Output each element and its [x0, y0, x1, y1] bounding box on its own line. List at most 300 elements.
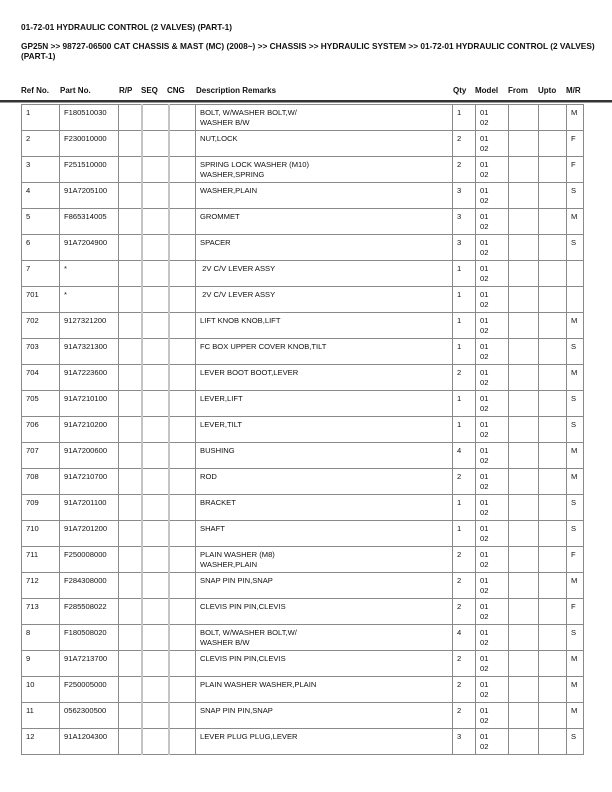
table-row	[22, 547, 584, 573]
cell-desc: BOLT, W/WASHER BOLT,W/ WASHER B/W	[196, 625, 453, 651]
cell-part: F285508022	[60, 599, 119, 625]
cell-seq	[142, 729, 169, 755]
cell-upto	[539, 521, 567, 547]
cell-upto	[539, 391, 567, 417]
cell-qty: 1	[453, 261, 476, 287]
cell-seq	[142, 547, 169, 573]
cell-mr: S	[567, 625, 584, 651]
cell-qty: 1	[453, 495, 476, 521]
cell-from	[509, 495, 539, 521]
cell-desc: BUSHING	[196, 443, 453, 469]
cell-upto	[539, 547, 567, 573]
cell-qty: 2	[453, 703, 476, 729]
cell-rp	[119, 495, 142, 521]
cell-from	[509, 261, 539, 287]
cell-rp	[119, 547, 142, 573]
cell-mr: S	[567, 417, 584, 443]
table-row	[22, 287, 584, 313]
cell-model: 01 02	[476, 417, 509, 443]
cell-ref: 701	[22, 287, 60, 313]
cell-model: 01 02	[476, 365, 509, 391]
cell-desc: SNAP PIN PIN,SNAP	[196, 703, 453, 729]
cell-upto	[539, 469, 567, 495]
cell-from	[509, 729, 539, 755]
cell-upto	[539, 443, 567, 469]
table-row	[22, 469, 584, 495]
cell-cng	[169, 443, 196, 469]
cell-upto	[539, 287, 567, 313]
cell-upto	[539, 105, 567, 131]
cell-seq	[142, 417, 169, 443]
cell-upto	[539, 417, 567, 443]
cell-ref: 712	[22, 573, 60, 599]
cell-ref: 708	[22, 469, 60, 495]
cell-cng	[169, 417, 196, 443]
cell-cng	[169, 651, 196, 677]
table-row	[22, 365, 584, 391]
cell-model: 01 02	[476, 599, 509, 625]
cell-model: 01 02	[476, 261, 509, 287]
cell-qty: 2	[453, 365, 476, 391]
cell-seq	[142, 183, 169, 209]
header-divider	[0, 100, 612, 103]
cell-part: 91A7210700	[60, 469, 119, 495]
cell-seq	[142, 443, 169, 469]
cell-mr	[567, 287, 584, 313]
table-header	[0, 86, 612, 98]
cell-mr: M	[567, 651, 584, 677]
cell-from	[509, 417, 539, 443]
cell-from	[509, 703, 539, 729]
col-header-seq: SEQ	[141, 86, 158, 95]
parts-table	[21, 104, 584, 755]
cell-part: F230010000	[60, 131, 119, 157]
cell-cng	[169, 365, 196, 391]
cell-desc: NUT,LOCK	[196, 131, 453, 157]
table-row	[22, 105, 584, 131]
cell-rp	[119, 729, 142, 755]
cell-mr: S	[567, 235, 584, 261]
col-header-cng: CNG	[167, 86, 185, 95]
cell-qty: 1	[453, 287, 476, 313]
cell-part: F251510000	[60, 157, 119, 183]
cell-upto	[539, 183, 567, 209]
cell-cng	[169, 495, 196, 521]
cell-from	[509, 209, 539, 235]
cell-ref: 706	[22, 417, 60, 443]
cell-rp	[119, 391, 142, 417]
cell-rp	[119, 417, 142, 443]
cell-mr: S	[567, 339, 584, 365]
table-row	[22, 209, 584, 235]
cell-seq	[142, 573, 169, 599]
cell-ref: 710	[22, 521, 60, 547]
cell-qty: 3	[453, 209, 476, 235]
cell-from	[509, 651, 539, 677]
cell-upto	[539, 157, 567, 183]
cell-ref: 7	[22, 261, 60, 287]
cell-mr: F	[567, 599, 584, 625]
cell-cng	[169, 573, 196, 599]
cell-desc: PLAIN WASHER WASHER,PLAIN	[196, 677, 453, 703]
table-row	[22, 677, 584, 703]
cell-model: 01 02	[476, 235, 509, 261]
cell-from	[509, 625, 539, 651]
cell-seq	[142, 469, 169, 495]
cell-from	[509, 157, 539, 183]
cell-mr: S	[567, 495, 584, 521]
cell-model: 01 02	[476, 105, 509, 131]
table-row	[22, 235, 584, 261]
cell-ref: 1	[22, 105, 60, 131]
cell-desc: LEVER PLUG PLUG,LEVER	[196, 729, 453, 755]
cell-ref: 4	[22, 183, 60, 209]
cell-upto	[539, 209, 567, 235]
cell-ref: 702	[22, 313, 60, 339]
table-row	[22, 651, 584, 677]
breadcrumb: GP25N >> 98727-06500 CAT CHASSIS & MAST (MC) (2008~) >> CHASSIS >> HYDRAULIC SYSTEM >> 01-72-01 HYDRAULIC CONTROL (2 VALVES) (PART-1)	[21, 41, 595, 61]
cell-desc: 2V C/V LEVER ASSY	[196, 261, 453, 287]
cell-part: 91A7223600	[60, 365, 119, 391]
cell-rp	[119, 209, 142, 235]
cell-qty: 1	[453, 339, 476, 365]
cell-model: 01 02	[476, 495, 509, 521]
cell-seq	[142, 703, 169, 729]
cell-mr: F	[567, 157, 584, 183]
cell-qty: 2	[453, 599, 476, 625]
cell-rp	[119, 313, 142, 339]
col-header-desc: Description Remarks	[196, 86, 277, 95]
cell-from	[509, 677, 539, 703]
cell-part: 91A7321300	[60, 339, 119, 365]
cell-from	[509, 573, 539, 599]
cell-cng	[169, 105, 196, 131]
cell-part: 9127321200	[60, 313, 119, 339]
cell-mr: S	[567, 729, 584, 755]
table-row	[22, 417, 584, 443]
cell-desc: 2V C/V LEVER ASSY	[196, 287, 453, 313]
cell-mr: F	[567, 547, 584, 573]
cell-rp	[119, 365, 142, 391]
cell-desc: SPACER	[196, 235, 453, 261]
cell-from	[509, 105, 539, 131]
cell-mr: M	[567, 703, 584, 729]
cell-ref: 704	[22, 365, 60, 391]
cell-desc: BRACKET	[196, 495, 453, 521]
cell-rp	[119, 599, 142, 625]
cell-part: F250008000	[60, 547, 119, 573]
cell-mr: M	[567, 105, 584, 131]
cell-upto	[539, 339, 567, 365]
cell-model: 01 02	[476, 313, 509, 339]
cell-rp	[119, 261, 142, 287]
cell-model: 01 02	[476, 547, 509, 573]
cell-seq	[142, 651, 169, 677]
cell-from	[509, 287, 539, 313]
cell-ref: 707	[22, 443, 60, 469]
cell-qty: 1	[453, 105, 476, 131]
cell-ref: 3	[22, 157, 60, 183]
cell-cng	[169, 287, 196, 313]
cell-desc: LEVER,TILT	[196, 417, 453, 443]
cell-cng	[169, 339, 196, 365]
cell-qty: 1	[453, 313, 476, 339]
cell-ref: 703	[22, 339, 60, 365]
cell-part: 91A7210200	[60, 417, 119, 443]
table-row	[22, 443, 584, 469]
cell-ref: 713	[22, 599, 60, 625]
cell-mr: M	[567, 469, 584, 495]
cell-part: F180510030	[60, 105, 119, 131]
cell-qty: 3	[453, 183, 476, 209]
cell-from	[509, 521, 539, 547]
cell-part: *	[60, 261, 119, 287]
cell-upto	[539, 235, 567, 261]
cell-desc: ROD	[196, 469, 453, 495]
cell-cng	[169, 261, 196, 287]
cell-model: 01 02	[476, 131, 509, 157]
cell-rp	[119, 157, 142, 183]
table-row	[22, 391, 584, 417]
cell-from	[509, 235, 539, 261]
col-header-rp: R/P	[119, 86, 133, 95]
cell-rp	[119, 625, 142, 651]
cell-upto	[539, 729, 567, 755]
cell-rp	[119, 703, 142, 729]
cell-seq	[142, 625, 169, 651]
cell-desc: SPRING LOCK WASHER (M10) WASHER,SPRING	[196, 157, 453, 183]
col-header-part: Part No.	[60, 86, 91, 95]
cell-rp	[119, 651, 142, 677]
cell-rp	[119, 131, 142, 157]
cell-desc: SHAFT	[196, 521, 453, 547]
cell-desc: SNAP PIN PIN,SNAP	[196, 573, 453, 599]
cell-part: F180508020	[60, 625, 119, 651]
cell-seq	[142, 313, 169, 339]
cell-ref: 9	[22, 651, 60, 677]
col-header-qty: Qty	[453, 86, 467, 95]
table-row	[22, 339, 584, 365]
cell-desc: LEVER,LIFT	[196, 391, 453, 417]
cell-qty: 1	[453, 391, 476, 417]
cell-part: F865314005	[60, 209, 119, 235]
cell-model: 01 02	[476, 183, 509, 209]
cell-cng	[169, 521, 196, 547]
cell-qty: 4	[453, 625, 476, 651]
table-row	[22, 131, 584, 157]
cell-upto	[539, 677, 567, 703]
col-header-upto: Upto	[538, 86, 557, 95]
cell-model: 01 02	[476, 157, 509, 183]
cell-part: 91A7210100	[60, 391, 119, 417]
cell-seq	[142, 677, 169, 703]
cell-rp	[119, 235, 142, 261]
cell-seq	[142, 157, 169, 183]
table-row	[22, 157, 584, 183]
cell-from	[509, 339, 539, 365]
cell-upto	[539, 651, 567, 677]
table-row	[22, 599, 584, 625]
cell-part: 91A7200600	[60, 443, 119, 469]
table-row	[22, 703, 584, 729]
cell-cng	[169, 391, 196, 417]
cell-from	[509, 183, 539, 209]
cell-part: F250005000	[60, 677, 119, 703]
cell-cng	[169, 599, 196, 625]
cell-from	[509, 365, 539, 391]
col-header-ref: Ref No.	[21, 86, 49, 95]
cell-upto	[539, 313, 567, 339]
cell-model: 01 02	[476, 521, 509, 547]
cell-from	[509, 547, 539, 573]
cell-mr: S	[567, 183, 584, 209]
cell-seq	[142, 391, 169, 417]
cell-model: 01 02	[476, 677, 509, 703]
table-row	[22, 729, 584, 755]
cell-qty: 2	[453, 677, 476, 703]
cell-qty: 2	[453, 469, 476, 495]
cell-mr: M	[567, 365, 584, 391]
cell-model: 01 02	[476, 469, 509, 495]
cell-model: 01 02	[476, 339, 509, 365]
table-row	[22, 625, 584, 651]
cell-mr: M	[567, 573, 584, 599]
cell-seq	[142, 287, 169, 313]
cell-seq	[142, 105, 169, 131]
cell-ref: 12	[22, 729, 60, 755]
cell-qty: 3	[453, 235, 476, 261]
cell-ref: 2	[22, 131, 60, 157]
cell-ref: 6	[22, 235, 60, 261]
cell-seq	[142, 495, 169, 521]
cell-qty: 2	[453, 131, 476, 157]
cell-desc: LEVER BOOT BOOT,LEVER	[196, 365, 453, 391]
cell-mr: S	[567, 521, 584, 547]
cell-seq	[142, 261, 169, 287]
cell-rp	[119, 183, 142, 209]
table-row	[22, 183, 584, 209]
cell-upto	[539, 703, 567, 729]
table-row	[22, 573, 584, 599]
cell-rp	[119, 521, 142, 547]
cell-seq	[142, 339, 169, 365]
cell-from	[509, 443, 539, 469]
cell-part: 91A7201100	[60, 495, 119, 521]
cell-mr: M	[567, 313, 584, 339]
cell-desc: CLEVIS PIN PIN,CLEVIS	[196, 651, 453, 677]
cell-mr: F	[567, 131, 584, 157]
cell-part: F284308000	[60, 573, 119, 599]
cell-model: 01 02	[476, 625, 509, 651]
cell-model: 01 02	[476, 391, 509, 417]
cell-cng	[169, 235, 196, 261]
cell-ref: 10	[22, 677, 60, 703]
cell-mr: M	[567, 443, 584, 469]
cell-from	[509, 599, 539, 625]
cell-upto	[539, 261, 567, 287]
cell-cng	[169, 183, 196, 209]
col-header-mr: M/R	[566, 86, 581, 95]
cell-qty: 2	[453, 651, 476, 677]
cell-ref: 11	[22, 703, 60, 729]
cell-model: 01 02	[476, 703, 509, 729]
cell-cng	[169, 547, 196, 573]
cell-desc: GROMMET	[196, 209, 453, 235]
cell-desc: FC BOX UPPER COVER KNOB,TILT	[196, 339, 453, 365]
cell-model: 01 02	[476, 573, 509, 599]
cell-seq	[142, 365, 169, 391]
cell-mr: M	[567, 209, 584, 235]
cell-part: 91A7204900	[60, 235, 119, 261]
cell-cng	[169, 313, 196, 339]
cell-part: *	[60, 287, 119, 313]
cell-from	[509, 313, 539, 339]
cell-part: 91A7213700	[60, 651, 119, 677]
cell-desc: WASHER,PLAIN	[196, 183, 453, 209]
cell-rp	[119, 677, 142, 703]
page-title: 01-72-01 HYDRAULIC CONTROL (2 VALVES) (PART-1)	[21, 22, 232, 32]
cell-mr: S	[567, 391, 584, 417]
cell-rp	[119, 469, 142, 495]
cell-ref: 709	[22, 495, 60, 521]
cell-cng	[169, 157, 196, 183]
cell-rp	[119, 287, 142, 313]
cell-part: 91A1204300	[60, 729, 119, 755]
cell-upto	[539, 131, 567, 157]
cell-upto	[539, 625, 567, 651]
cell-from	[509, 391, 539, 417]
cell-rp	[119, 443, 142, 469]
cell-cng	[169, 677, 196, 703]
cell-model: 01 02	[476, 287, 509, 313]
cell-desc: LIFT KNOB KNOB,LIFT	[196, 313, 453, 339]
cell-qty: 3	[453, 729, 476, 755]
table-row	[22, 495, 584, 521]
cell-desc: CLEVIS PIN PIN,CLEVIS	[196, 599, 453, 625]
cell-upto	[539, 599, 567, 625]
cell-qty: 4	[453, 443, 476, 469]
cell-rp	[119, 339, 142, 365]
cell-model: 01 02	[476, 209, 509, 235]
cell-qty: 2	[453, 547, 476, 573]
cell-seq	[142, 235, 169, 261]
cell-ref: 8	[22, 625, 60, 651]
cell-from	[509, 131, 539, 157]
cell-cng	[169, 703, 196, 729]
cell-mr: M	[567, 677, 584, 703]
cell-qty: 1	[453, 417, 476, 443]
cell-ref: 711	[22, 547, 60, 573]
table-row	[22, 261, 584, 287]
cell-part: 91A7201200	[60, 521, 119, 547]
cell-cng	[169, 469, 196, 495]
cell-seq	[142, 209, 169, 235]
cell-seq	[142, 521, 169, 547]
cell-upto	[539, 573, 567, 599]
table-row	[22, 313, 584, 339]
cell-qty: 2	[453, 157, 476, 183]
cell-qty: 2	[453, 573, 476, 599]
cell-part: 91A7205100	[60, 183, 119, 209]
cell-desc: PLAIN WASHER (M8) WASHER,PLAIN	[196, 547, 453, 573]
cell-desc: BOLT, W/WASHER BOLT,W/ WASHER B/W	[196, 105, 453, 131]
cell-model: 01 02	[476, 729, 509, 755]
cell-qty: 1	[453, 521, 476, 547]
cell-upto	[539, 495, 567, 521]
cell-ref: 705	[22, 391, 60, 417]
cell-rp	[119, 573, 142, 599]
cell-cng	[169, 209, 196, 235]
